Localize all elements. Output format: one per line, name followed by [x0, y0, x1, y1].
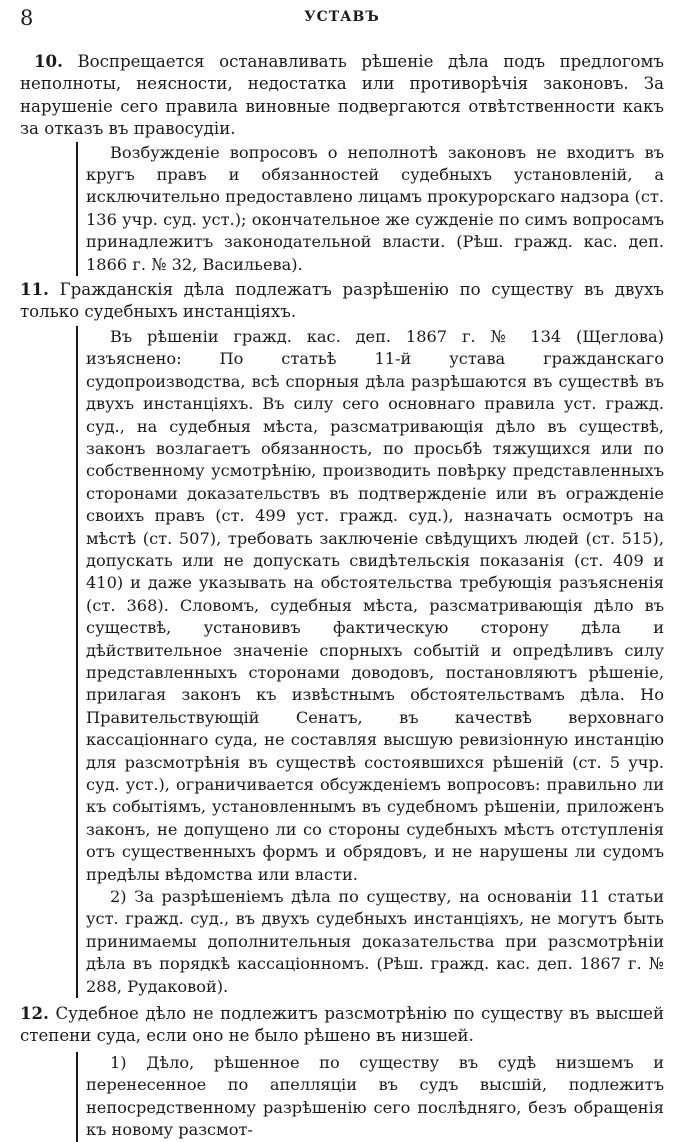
article-12 — [20, 1002, 664, 1048]
article-11-notes — [76, 326, 664, 998]
article-10-note — [76, 142, 664, 276]
article-10-note-text: Возбужденіе вопросовъ о неполнотѣ законовъ не входитъ въ кругъ правъ и обязанностей судебныхъ установленій, а исключительно предоставлено лицамъ прокурорскаго надзора (ст. 136 учр. суд. уст.); окончательное же сужденіе по симъ вопросамъ принадлежитъ законодательной власти. (Рѣш. гражд. кас. деп. 1866 г. № 32, Васильева). — [86, 142, 664, 274]
article-12-text: Судебное дѣло не подлежитъ разсмотрѣнію по существу въ высшей степени суда, если оно не было рѣшено въ низшей. — [20, 1004, 665, 1046]
running-title: УСТАВЪ — [304, 9, 380, 25]
article-12-number: 12. — [20, 1003, 49, 1024]
article-11 — [20, 278, 664, 324]
page-header — [20, 6, 664, 32]
article-12-note-1: 1) Дѣло, рѣшенное по существу въ судѣ низшемъ и перенесенное по апелляціи въ судъ высшій, подлежитъ непосредственному разрѣшенію сего послѣдняго, безъ обращенія къ новому разсмот- — [86, 1052, 664, 1140]
article-11-note-2: 2) За разрѣшеніемъ дѣла по существу, на основаніи 11 статьи уст. гражд. суд., въ двухъ судебныхъ инстанціяхъ, не могутъ быть принимаемы дополнительныя доказательства при разсмотрѣніи дѣла въ порядкѣ кассаціонномъ. (Рѣш. гражд. кас. деп. 1867 г. № 288, Рудаковой). — [86, 887, 664, 996]
article-10 — [20, 50, 664, 141]
article-12-notes — [76, 1052, 664, 1142]
article-11-number: 11. — [20, 279, 49, 300]
article-10-text: Воспрещается останавливать рѣшеніе дѣла подъ предлогомъ неполноты, неясности, недостатка или противорѣчія законовъ. За нарушеніе сего правила виновные подвергаются отвѣтственности какъ за отказъ въ правосудіи. — [20, 52, 664, 139]
article-11-note-1: Въ рѣшеніи гражд. кас. деп. 1867 г. № 134 (Щеглова) изъяснено: По статьѣ 11-й устава гражданскаго судопроизводства, всѣ спорныя дѣла разрѣшаются въ существѣ въ двухъ инстанціяхъ. Въ силу сего основнаго правила уст. гражд. суд., на судебныя мѣста, разсматривающія дѣло въ существѣ, законъ возлагаетъ обязанность, по просьбѣ тяжущихся или по собственному усмотрѣнію, производить повѣрку представленныхъ сторонами доказательствъ въ подтвержденіе или въ огражденіе своихъ правъ (ст. 499 уст. гражд. суд.), назначать осмотръ на мѣстѣ (ст. 507), требовать заключеніе свѣдущихъ людей (ст. 515), допускать или не допускать свидѣтельскія показанія (ст. 409 и 410) и даже указывать на обстоятельства требующія разъясненія (ст. 368). Словомъ, судебныя мѣста, разсматривающія дѣло въ существѣ, установивъ фактическую сторону дѣла и дѣйствительное значеніе спорныхъ событій и опредѣливъ силу представленныхъ сторонами доводовъ, постановляютъ рѣшеніе, прилагая законъ къ извѣстнымъ обстоятельствамъ дѣла. Но Правительствующій Сенатъ, въ качествѣ верховнаго кассаціоннаго суда, не составляя высшую ревизіонную инстанцію для разсмотрѣнія въ существѣ состоявшихся рѣшеній (ст. 5 учр. суд. уст.), ограничивается обсужденіемъ вопросовъ: правильно ли къ событіямъ, установленнымъ въ судебномъ рѣшеніи, приложенъ законъ, не допущено ли со стороны судебныхъ мѣстъ отступленія отъ существенныхъ формъ и обрядовъ, и не нарушены ли судомъ предѣлы вѣдомства или власти. — [86, 326, 664, 884]
page-number: 8 — [20, 6, 34, 30]
article-11-text: Гражданскія дѣла подлежатъ разрѣшенію по существу въ двухъ только судебныхъ инстанціяхъ. — [20, 280, 664, 322]
article-10-number: 10. — [34, 51, 63, 71]
